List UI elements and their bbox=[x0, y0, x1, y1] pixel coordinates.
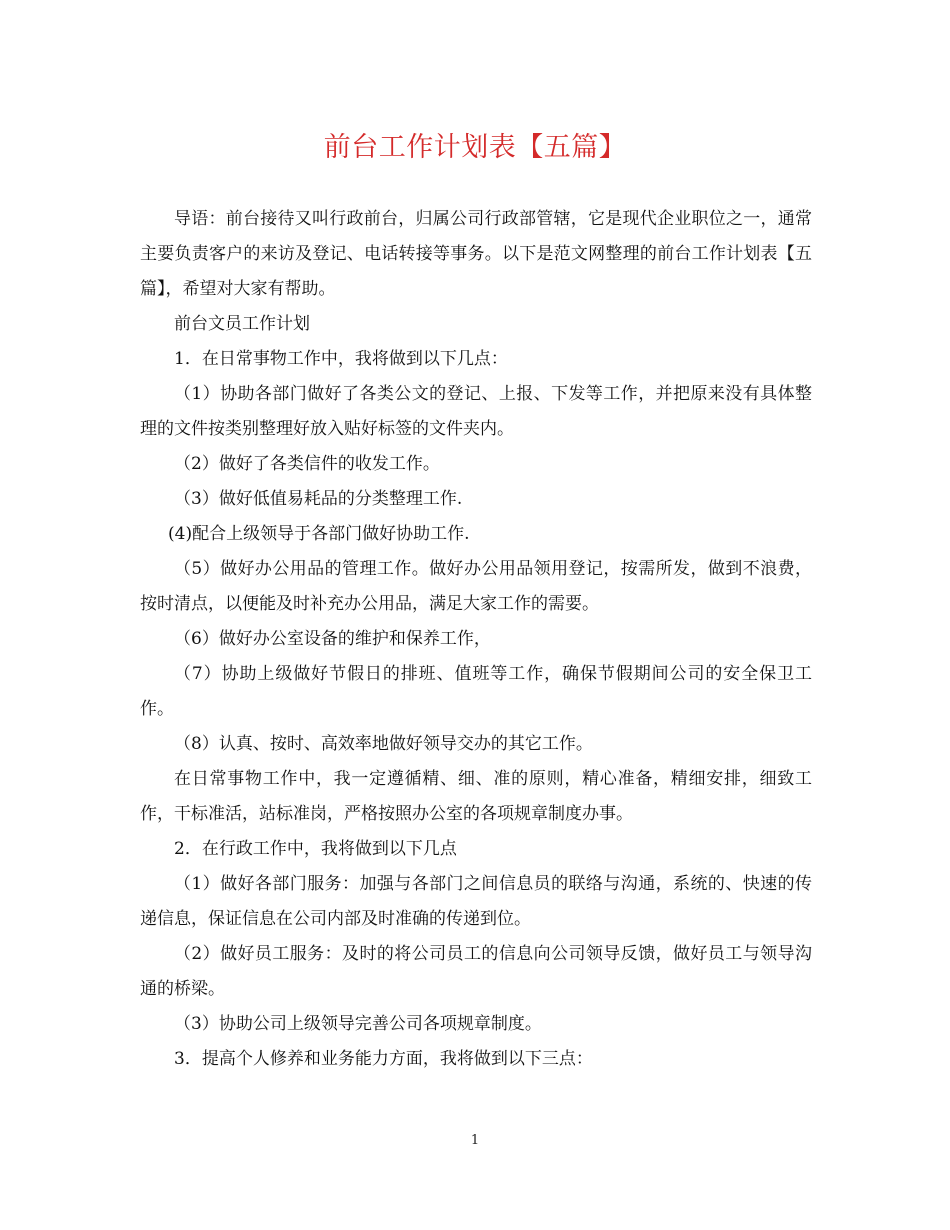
list-heading-2: 2．在行政工作中，我将做到以下几点 bbox=[174, 839, 457, 859]
section-heading: 前台文员工作计划 bbox=[174, 314, 310, 334]
list-item: （2）做好员工服务：及时的将公司员工的信息向公司领导反馈，做好员工与领导沟通的桥梁。 bbox=[140, 944, 812, 999]
list-heading-3: 3．提高个人修养和业务能力方面，我将做到以下三点： bbox=[174, 1049, 593, 1069]
list-item: （1）做好各部门服务：加强与各部门之间信息员的联络与沟通，系统的、快速的传递信息，保证信息在公司内部及时准确的传递到位。 bbox=[140, 874, 812, 929]
paragraph-intro: 导语：前台接待又叫行政前台，归属公司行政部管辖，它是现代企业职位之一，通常主要负责客户的来访及登记、电话转接等事务。以下是范文网整理的前台工作计划表【五篇】，希望对大家有帮助。 bbox=[140, 209, 812, 299]
list-item: （7）协助上级做好节假日的排班、值班等工作，确保节假期间公司的安全保卫工作。 bbox=[140, 664, 812, 719]
document-title: 前台工作计划表【五篇】 bbox=[323, 132, 627, 163]
document-body bbox=[140, 202, 812, 1077]
list-item: （6）做好办公室设备的维护和保养工作， bbox=[174, 629, 491, 649]
list-item: （5）做好办公用品的管理工作。做好办公用品领用登记，按需所发，做到不浪费，按时清点，以便能及时补充办公用品，满足大家工作的需要。 bbox=[140, 559, 812, 614]
list-item: （3）做好低值易耗品的分类整理工作. bbox=[174, 489, 463, 509]
list-item: （3）协助公司上级领导完善公司各项规章制度。 bbox=[174, 1014, 542, 1034]
list-heading-1: 1．在日常事物工作中，我将做到以下几点： bbox=[174, 349, 508, 369]
list-item: （8）认真、按时、高效率地做好领导交办的其它工作。 bbox=[174, 734, 593, 754]
page-number: 1 bbox=[470, 1133, 480, 1148]
list-item: （2）做好了各类信件的收发工作。 bbox=[174, 454, 440, 474]
list-item: (4)配合上级领导于各部门做好协助工作. bbox=[168, 524, 470, 544]
list-item: （1）协助各部门做好了各类公文的登记、上报、下发等工作，并把原来没有具体整理的文件按类别整理好放入贴好标签的文件夹内。 bbox=[140, 384, 812, 439]
summary-paragraph: 在日常事物工作中，我一定遵循精、细、准的原则，精心准备，精细安排，细致工作，干标准活，站标准岗，严格按照办公室的各项规章制度办事。 bbox=[140, 769, 812, 824]
